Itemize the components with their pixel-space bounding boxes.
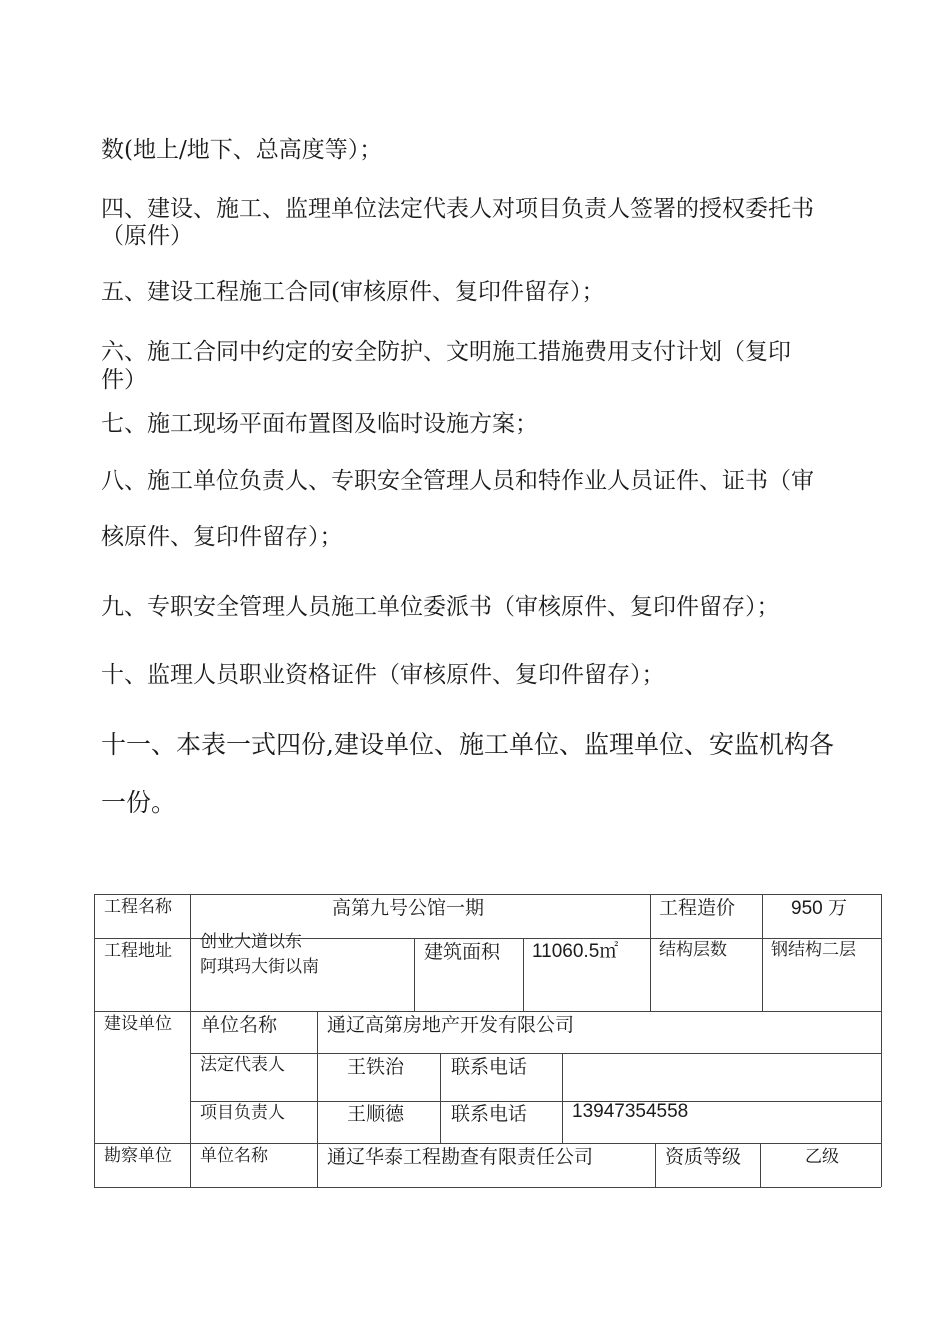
table-rule <box>94 1011 881 1012</box>
text-line-7: 七、施工现场平面布置图及临时设施方案； <box>101 411 538 437</box>
survey-label: 勘察单位 <box>104 1146 172 1166</box>
legal-rep-phone-label: 联系电话 <box>451 1056 528 1078</box>
text-line-5: 六、施工合同中约定的安全防护、文明施工措施费用支付计划（复印 <box>101 339 791 365</box>
cost-value: 950 万 <box>791 898 847 919</box>
unit-name-label: 单位名称 <box>201 1014 278 1036</box>
table-border-bottom <box>94 1187 881 1188</box>
text-line-13: 一份。 <box>101 788 177 817</box>
project-name-label: 工程名称 <box>104 897 172 917</box>
cost-label: 工程造价 <box>659 897 736 919</box>
address-line-2: 阿琪玛大街以南 <box>200 957 319 977</box>
qualification-label: 资质等级 <box>665 1146 742 1168</box>
table-rule <box>440 1053 441 1143</box>
project-name-value: 高第九号公馆一期 <box>332 897 485 919</box>
table-rule <box>190 894 191 1187</box>
table-rule <box>650 894 651 1011</box>
area-value: 11060.5㎡ <box>532 941 619 962</box>
table-rule <box>317 1011 318 1187</box>
text-line-10: 九、专职安全管理人员施工单位委派书（审核原件、复印件留存）； <box>101 594 780 620</box>
project-manager-phone-label: 联系电话 <box>451 1103 528 1125</box>
survey-unit-name-label: 单位名称 <box>200 1146 268 1166</box>
table-rule <box>655 1143 656 1187</box>
table-rule <box>190 1053 881 1054</box>
table-rule <box>523 938 524 1011</box>
text-line-12: 十一、本表一式四份,建设单位、施工单位、监理单位、安监机构各 <box>101 730 834 759</box>
text-line-11: 十、监理人员职业资格证件（审核原件、复印件留存）； <box>101 662 665 688</box>
address-label: 工程地址 <box>104 941 172 961</box>
text-line-1: 数(地上/地下、总高度等）； <box>101 137 383 163</box>
table-rule <box>760 1143 761 1187</box>
structure-value: 钢结构二层 <box>771 940 856 960</box>
text-line-8: 八、施工单位负责人、专职安全管理人员和特作业人员证件、证书（审 <box>101 468 814 494</box>
project-manager-value: 王顺德 <box>347 1103 405 1125</box>
text-line-3: （原件） <box>101 223 193 249</box>
text-line-4: 五、建设工程施工合同(审核原件、复印件留存）； <box>101 279 605 305</box>
project-manager-label: 项目负责人 <box>200 1103 285 1123</box>
survey-name-value: 通辽华泰工程勘查有限责任公司 <box>327 1146 594 1168</box>
builder-label: 建设单位 <box>104 1014 172 1034</box>
table-border-right <box>881 894 882 1187</box>
text-line-6: 件） <box>101 367 147 393</box>
table-border-left <box>94 894 95 1187</box>
table-rule <box>94 1143 881 1144</box>
address-line-1: 创业大道以东 <box>200 932 302 952</box>
table-rule <box>762 894 763 1011</box>
legal-rep-label: 法定代表人 <box>200 1055 285 1075</box>
structure-label: 结构层数 <box>659 940 727 960</box>
project-manager-phone-value: 13947354558 <box>572 1101 689 1122</box>
table-rule <box>562 1053 563 1143</box>
table-rule <box>414 938 415 1011</box>
builder-name-value: 通辽高第房地产开发有限公司 <box>327 1014 575 1036</box>
qualification-value: 乙级 <box>805 1147 839 1167</box>
area-label: 建筑面积 <box>424 941 501 963</box>
text-line-2: 四、建设、施工、监理单位法定代表人对项目负责人签署的授权委托书 <box>101 196 814 222</box>
legal-rep-value: 王铁治 <box>347 1056 405 1078</box>
table-rule <box>190 1101 881 1102</box>
text-line-9: 核原件、复印件留存）； <box>101 524 343 550</box>
